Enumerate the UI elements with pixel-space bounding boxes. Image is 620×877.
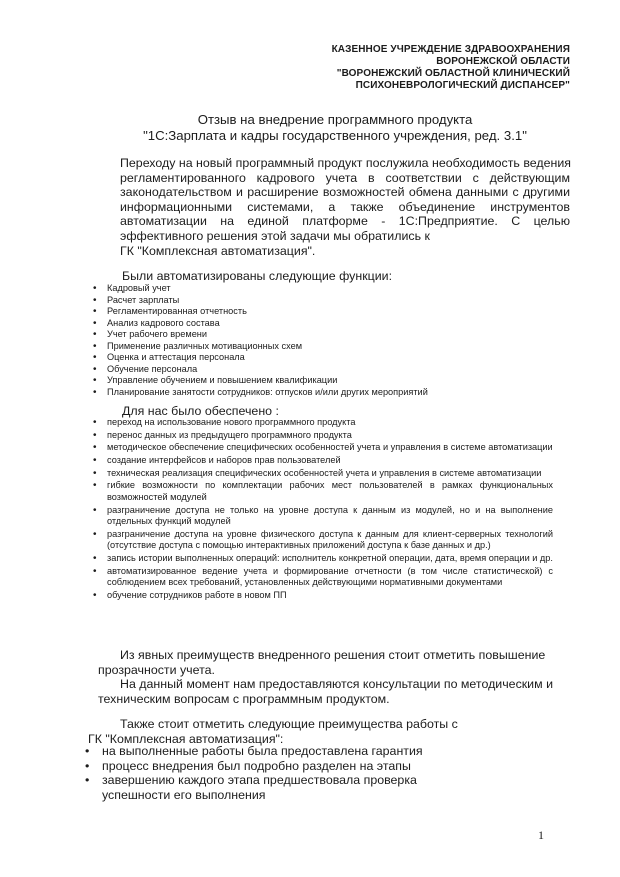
consulting-paragraph	[98, 677, 553, 706]
list-item: • запись истории выполненных операций: исполнитель конкретной операции, дата, время операции и др.	[93, 553, 553, 565]
provided-list	[93, 417, 553, 603]
organization-header	[270, 44, 570, 92]
list-item: • разграничение доступа не только на уровне доступа к данным из модулей, но и на выполнение отдельных функций модулей	[93, 505, 553, 528]
org-line: ПСИХОНЕВРОЛОГИЧЕСКИЙ ДИСПАНСЕР"	[355, 80, 570, 91]
list-item: • Оценка и аттестация персонала	[93, 352, 493, 364]
list-item	[82, 773, 522, 802]
list-item: • переход на использование нового программного продукта	[93, 417, 553, 429]
list-item: • гибкие возможности по комплектации рабочих мест пользователей в рамках функциональных возможностей модулей	[93, 480, 553, 503]
list-item: • процесс внедрения был подробно разделен на этапы	[82, 759, 522, 774]
list-item: • Применение различных мотивационных схем	[93, 341, 493, 353]
list-item: • обучение сотрудников работе в новом ПП	[93, 590, 553, 602]
list-item: • Регламентированная отчетность	[93, 306, 493, 318]
list-item: • создание интерфейсов и наборов прав пользователей	[93, 455, 553, 467]
list-item: • разграничение доступа на уровне физического доступа к данным для клиент-серверных технологий (отсутствие доступа с помощью интерактивных приложений доступа к базе данных и др.)	[93, 529, 553, 552]
list-item: • Обучение персонала	[93, 364, 493, 376]
list-item: • Анализ кадрового состава	[93, 318, 493, 330]
intro-line: информационными системами, а также объединение инструментов	[120, 199, 570, 214]
list-item: • автоматизированное ведение учета и формирование отчетности (в том числе статистической) с соблюдением всех требований, установленных действующими нормативными документами	[93, 566, 553, 589]
paragraph-line: Также стоит отметить следующие преимущества работы с	[120, 717, 458, 731]
intro-line: ГК "Комплексная автоматизация".	[120, 243, 316, 258]
partner-paragraph	[88, 717, 548, 746]
list-item: • перенос данных из предыдущего программного продукта	[93, 430, 553, 442]
intro-line: Переходу на новый программный продукт послужила необходимость ведения	[120, 156, 571, 170]
paragraph-line: Из явных преимуществ внедренного решения стоит отметить повышение	[120, 648, 546, 662]
page-number: 1	[538, 828, 544, 842]
intro-paragraph	[120, 156, 570, 258]
list-item: • техническая реализация специфических особенностей учета и управления в системе автоматизации	[93, 468, 553, 480]
org-line: "ВОРОНЕЖСКИЙ ОБЛАСТНОЙ КЛИНИЧЕСКИЙ	[336, 68, 570, 79]
intro-line: эффективного решения этой задачи мы обратились к	[120, 228, 430, 243]
provided-heading: Для нас было обеспечено :	[122, 404, 279, 418]
list-item: • Учет рабочего времени	[93, 329, 493, 341]
org-line: КАЗЕННОЕ УЧРЕЖДЕНИЕ ЗДРАВООХРАНЕНИЯ	[331, 44, 570, 55]
list-item: • методическое обеспечение специфических особенностей учета и управления в системе автоматизации	[93, 442, 553, 454]
advantages-paragraph	[98, 648, 553, 677]
paragraph-line: техническим вопросам с программным продуктом.	[98, 691, 390, 706]
org-line: ВОРОНЕЖСКОЙ ОБЛАСТИ	[436, 56, 570, 67]
product-name: "1С:Зарплата и кадры государственного учреждения, ред. 3.1"	[143, 128, 527, 143]
paragraph-line: ГК "Комплексная автоматизация":	[88, 731, 284, 746]
partner-advantages-list	[82, 744, 522, 802]
list-item-text: завершению каждого этапа предшествовала проверка	[102, 773, 417, 788]
intro-line: регламентированного кадрового учета в соответствии с действующим	[120, 170, 570, 185]
list-item: • Расчет зарплаты	[93, 295, 493, 307]
intro-line: законодательством и расширение возможностей обмена данными с другими	[120, 185, 570, 200]
intro-line: автоматизации на единой платформе - 1С:Предприятие. С целью	[120, 214, 570, 229]
functions-list	[93, 283, 493, 398]
list-item: • на выполненные работы была предоставлена гарантия	[82, 744, 522, 759]
document-title: Отзыв на внедрение программного продукта	[197, 112, 473, 127]
paragraph-line: На данный момент нам предоставляются консультации по методическим и	[120, 677, 553, 691]
list-item: • Планирование занятости сотрудников: отпусков и/или других мероприятий	[93, 387, 493, 399]
functions-heading: Были автоматизированы следующие функции:	[122, 269, 393, 283]
paragraph-line: прозрачности учета.	[98, 662, 215, 677]
list-item: • Управление обучением и повышением квалификации	[93, 375, 493, 387]
list-item-continuation: успешности его выполнения	[102, 787, 266, 802]
list-item: • Кадровый учет	[93, 283, 493, 295]
